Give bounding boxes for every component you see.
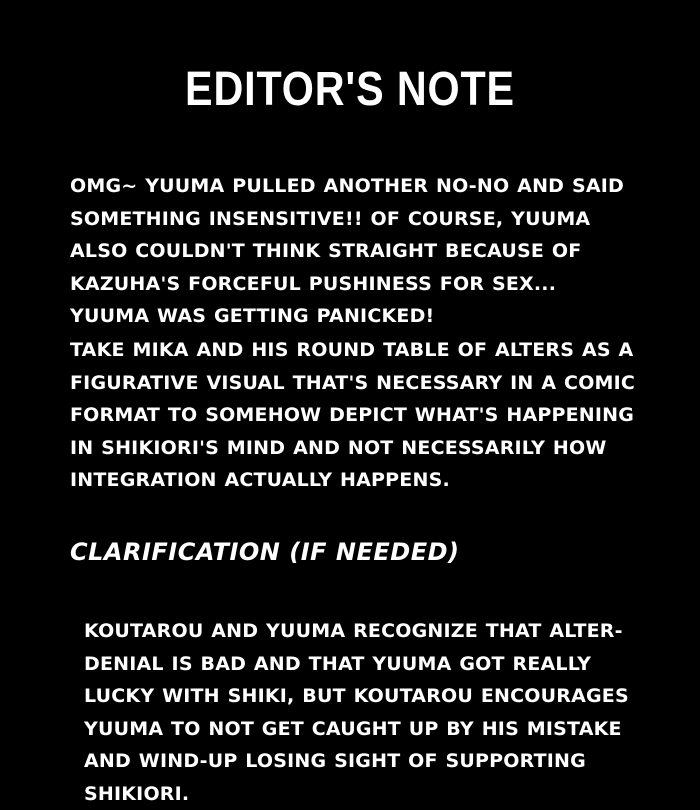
clarification-heading: CLARIFICATION (IF NEEDED) bbox=[70, 538, 460, 566]
page-title: EDITOR'S NOTE bbox=[185, 63, 515, 116]
note-paragraph-1: OMG~ YUUMA PULLED ANOTHER NO-NO AND SAID SOMETHING INSENSITIVE!! OF COURSE, YUUMA ALSO COULDN'T THINK STRAIGHT BECAUSE OF KAZUHA'S FORCEFUL PUSHINESS FOR SEX... YUUMA WAS GETTING PANICKED! bbox=[70, 175, 624, 327]
clarification-paragraph: KOUTAROU AND YUUMA RECOGNIZE THAT ALTER-DENIAL IS BAD AND THAT YUUMA GOT REALLY LUCKY WITH SHIKI, BUT KOUTAROU ENCOURAGES YUUMA TO NOT GET CAUGHT UP BY HIS MISTAKE AND WIND-UP LOSING SIGHT OF SUPPORTING SHIKIORI. bbox=[84, 620, 629, 805]
note-paragraph-2: TAKE MIKA AND HIS ROUND TABLE OF ALTERS AS A FIGURATIVE VISUAL THAT'S NECESSARY IN A COMIC FORMAT TO SOMEHOW DEPICT WHAT'S HAPPENING IN SHIKIORI'S MIND AND NOT NECESSARILY HOW INTEGRATION ACTUALLY HAPPENS. bbox=[70, 339, 636, 491]
